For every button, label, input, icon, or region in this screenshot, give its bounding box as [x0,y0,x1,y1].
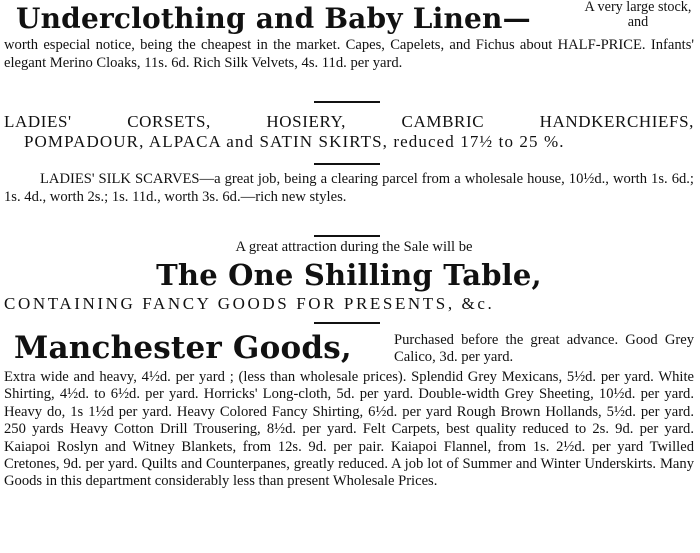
section-divider [314,235,380,237]
section-divider [314,163,380,165]
underclothing-body: worth especial notice, being the cheapest in the market. Capes, Capelets, and Fichus about HALF-PRICE. Infants' elegant Merino Cloaks, 11s. 6d. Rich Silk Velvets, 4s. 11d. per yard. [4,37,694,71]
manchester-section [4,326,694,491]
underclothing-section [4,0,694,72]
corsets-line-2: POMPADOUR, ALPACA and SATIN SKIRTS, reduced 17½ to 25 %. [24,132,565,151]
shilling-table-section [4,239,694,314]
shilling-table-intro: A great attraction during the Sale will be [235,239,473,255]
manchester-heading: Manchester Goods, [14,330,352,366]
underclothing-heading: Underclothing and Baby Linen— [16,2,531,35]
shilling-table-subheading: CONTAINING FANCY GOODS FOR PRESENTS, &c. [4,293,495,313]
shilling-table-heading: The One Shilling Table, [156,257,542,292]
corsets-line-1: LADIES' CORSETS, HOSIERY, CAMBRIC HANDKERCHIEFS, [4,112,694,131]
section-divider [314,101,380,103]
corsets-section [4,112,694,152]
manchester-body: Extra wide and heavy, 4½d. per yard ; (less than wholesale prices). Splendid Grey Mexicans, 5½d. per yard. White Shirting, 4½d. to 6½d. per yard. Horricks' Long-cloth, 5d. per yard. Double-width Grey Sheeting, 10½d. per yard. Heavy do, 1s 1½d per yard. Heavy Colored Fancy Shirting, 6½d. per yard Rough Brown Hollands, 5½d. per yard. 250 yards Heavy Cotton Drill Trousering, 8½d. per yard. Felt Carpets, best quality reduced to 2s. 9d. per yard. Kaiapoi Roslyn and Witney Blankets, from 12s. 9d. per pair. Kaiapoi Flannel, from 1s. 2½d. per yard Twilled Cretones, 9d. per yard. Quilts and Counterpanes, greatly reduced. A job lot of Summer and Winter Underskirts. Many Goods in this department considerably less than present Wholesale Prices. [4,369,694,490]
scarves-section [4,171,694,206]
section-divider [314,322,380,324]
manchester-side-note: Purchased before the great advance. Good Grey Calico, 3d. per yard. [394,332,694,365]
underclothing-side-note: A very large stock, and [584,0,692,30]
scarves-body: LADIES' SILK SCARVES—a great job, being a clearing parcel from a wholesale house, 10½d., worth 1s. 6d.; 1s. 4d., worth 2s.; 1s. 11d., worth 3s. 6d.—rich new styles. [4,171,694,205]
